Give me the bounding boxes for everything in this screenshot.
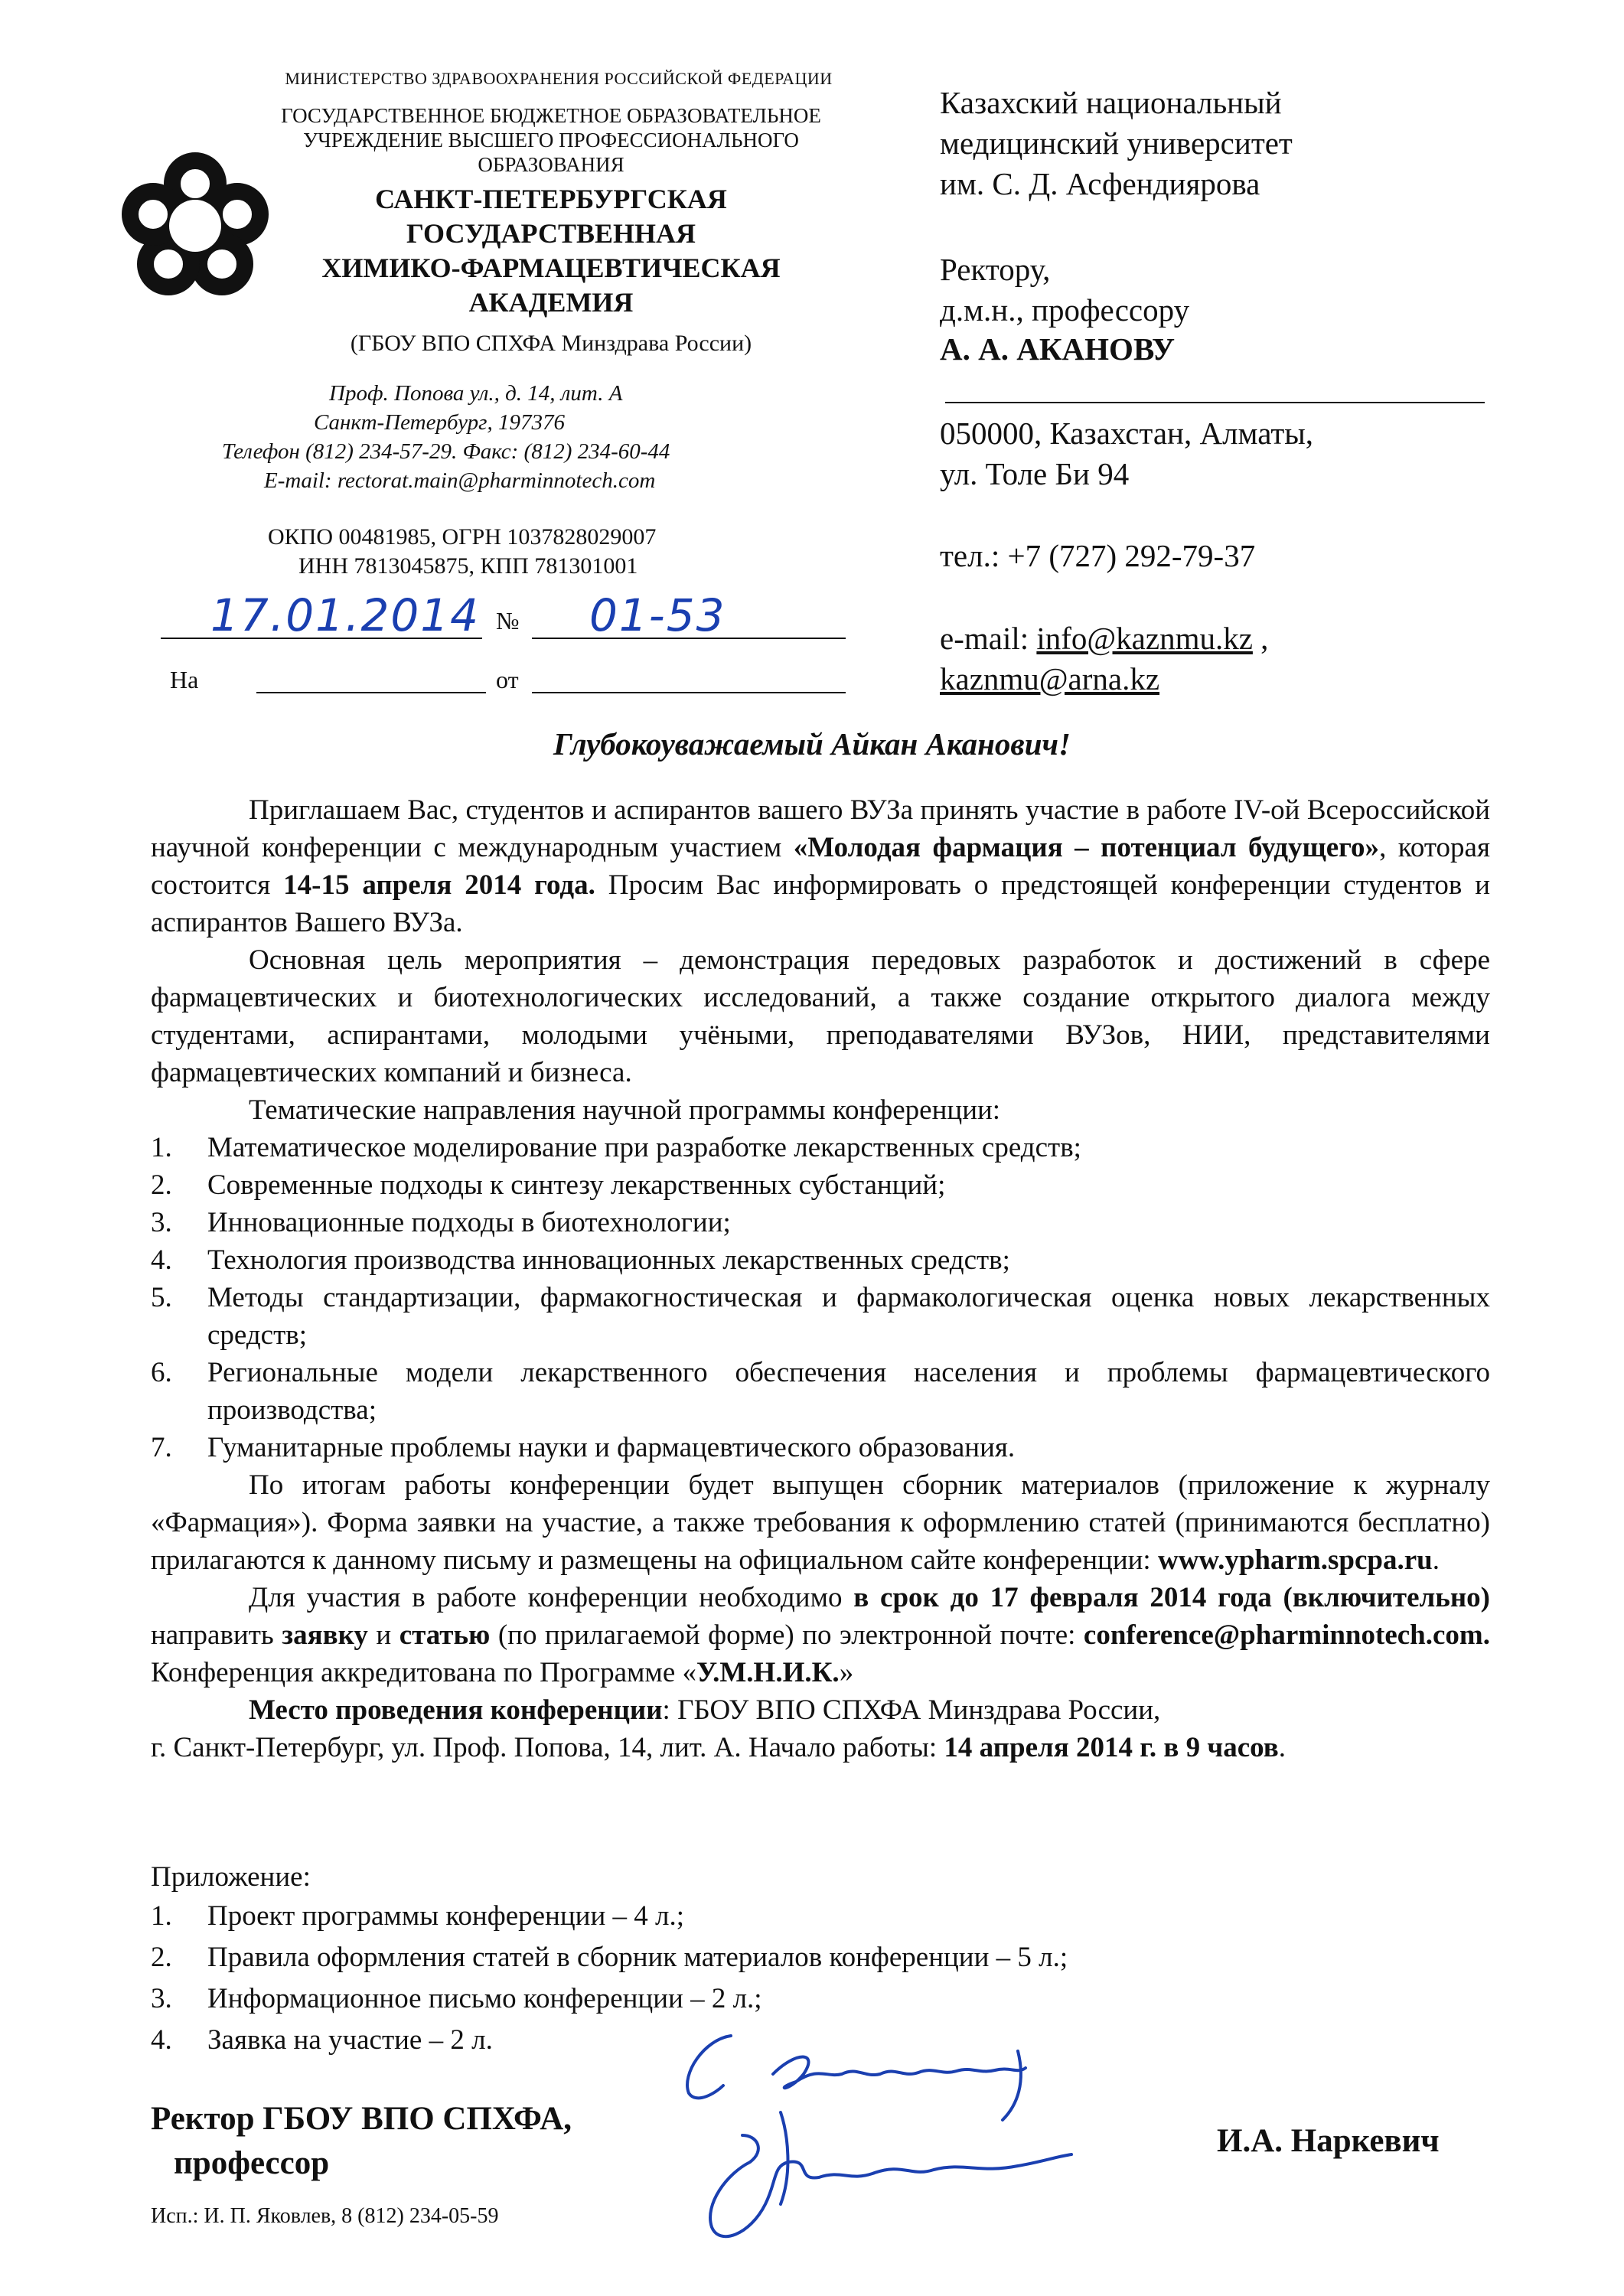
list-item: 6. Региональные модели лекарственного обеспечения населения и проблемы фармацевтического производства;: [151, 1357, 1490, 1426]
paragraph-goal: Основная цель мероприятия – демонстрация передовых разработок и достижений в сфере фармацевтических и биотехнологических исследований, а также создание открытого диалога между студентами, аспирантами, молодыми учёными, преподавателями ВУЗов, НИИ, представителями фармацевтических компаний и бизнеса.: [151, 944, 1490, 1088]
paragraph-deadline: Для участия в работе конференции необходимо в срок до 17 февраля 2014 года (включительно) направить заявку и статью (по прилагаемой форме) по электронной почте: conference@pharminnotech.com. Конференция аккредитована по Программе «У.М.Н.И.К.»: [151, 1582, 1490, 1688]
letter-body: [151, 791, 1490, 1766]
from-line: [532, 692, 846, 693]
paragraph-topics-intro: Тематические направления научной программы конференции:: [249, 1094, 1001, 1126]
reply-line: [256, 692, 486, 693]
conference-email-link[interactable]: conference@pharminnotech.com.: [1083, 1619, 1490, 1651]
recipient-name: А. А. АКАНОВУ: [940, 331, 1176, 367]
date-line: [161, 638, 482, 639]
sender-address: Проф. Попова ул., д. 14, лит. А Санкт-Петербург, 197376 Телефон (812) 234-57-29. Факс: (812) 234-60-44 E-mail: rectorat.main@pharminnotech.com: [222, 381, 670, 493]
academy-name: САНКТ-ПЕТЕРБУРГСКАЯ ГОСУДАРСТВЕННАЯ ХИМИКО-ФАРМАЦЕВТИЧЕСКАЯ АКАДЕМИЯ: [321, 184, 781, 318]
recipient-title: Ректору, д.м.н., профессору: [940, 252, 1190, 328]
attachments-label: Приложение:: [151, 1861, 311, 1893]
paragraph-invitation: Приглашаем Вас, студентов и аспирантов вашего ВУЗа принять участие в работе IV-ой Всероссийской научной конференции с международным участием «Молодая фармация – потенциал будущего», которая состоится 14-15 апреля 2014 года. Просим Вас информировать о предстоящей конференции студентов и аспирантов Вашего ВУЗа.: [151, 794, 1490, 938]
handwritten-signature-icon: [658, 2020, 1087, 2250]
list-item: 3. Инновационные подходы в биотехнологии;: [151, 1207, 731, 1238]
list-item: 1. Проект программы конференции – 4 л.;: [151, 1900, 685, 1932]
salutation: Глубокоуважаемый Айкан Аканович!: [553, 726, 1071, 762]
list-item: 2. Современные подходы к синтезу лекарственных субстанций;: [151, 1169, 946, 1201]
list-item: 5. Методы стандартизации, фармакогностическая и фармакологическая оценка новых лекарственных средств;: [151, 1282, 1490, 1351]
recipient-address: 050000, Казахстан, Алматы, ул. Толе Би 94: [940, 416, 1314, 491]
topics-list: [151, 1129, 1490, 1466]
list-item: 4. Технология производства инновационных лекарственных средств;: [151, 1244, 1010, 1276]
list-item: 7. Гуманитарные проблемы науки и фармацевтического образования.: [151, 1432, 1016, 1463]
conference-site-link[interactable]: www.ypharm.spcpa.ru: [1157, 1544, 1433, 1576]
paragraph-proceedings: По итогам работы конференции будет выпущен сборник материалов (приложение к журналу «Фармация»). Форма заявки на участие, а также требования к оформлению статей (принимаются бесплатно) прилагаются к данному письму и размещены на официальном сайте конференции: www.ypharm.spcpa.ru.: [151, 1469, 1490, 1576]
from-label: от: [496, 666, 519, 693]
institution-type: ГОСУДАРСТВЕННОЕ БЮДЖЕТНОЕ ОБРАЗОВАТЕЛЬНОЕ УЧРЕЖДЕНИЕ ВЫСШЕГО ПРОФЕССИОНАЛЬНОГО ОБРАЗОВАНИЯ: [281, 104, 821, 176]
recipient-org: Казахский национальный медицинский университет им. С. Д. Асфендиярова: [940, 85, 1293, 201]
number-label: №: [496, 607, 520, 634]
list-item: 1. Математическое моделирование при разработке лекарственных средств;: [151, 1132, 1081, 1163]
signatory-name: И.А. Наркевич: [1217, 2123, 1440, 2159]
list-item: 3. Информационное письмо конференции – 2 л.;: [151, 1983, 762, 2014]
academy-abbr: (ГБОУ ВПО СПХФА Минздрава России): [350, 331, 752, 356]
paragraph-venue: Место проведения конференции: ГБОУ ВПО СПХФА Минздрава России,: [249, 1694, 1161, 1726]
number-line: [532, 638, 846, 639]
email-link-2[interactable]: kaznmu@arna.kz: [940, 661, 1160, 696]
recipient-email: e-mail: info@kaznmu.kz , kaznmu@arna.kz: [940, 621, 1269, 696]
outgoing-number: 01-53: [589, 589, 726, 641]
reply-label: На: [170, 666, 199, 693]
ministry-line: МИНИСТЕРСТВО ЗДРАВООХРАНЕНИЯ РОССИЙСКОЙ ФЕДЕРАЦИИ: [285, 69, 833, 88]
signatory-position: Ректор ГБОУ ВПО СПХФА, профессор: [151, 2101, 572, 2181]
list-item: 2. Правила оформления статей в сборник материалов конференции – 5 л.;: [151, 1942, 1068, 1973]
executor-line: Исп.: И. П. Яковлев, 8 (812) 234-05-59: [151, 2204, 499, 2228]
recipient-rule: [945, 402, 1485, 403]
recipient-phone: тел.: +7 (727) 292-79-37: [940, 538, 1256, 573]
outgoing-date: 17.01.2014: [210, 589, 481, 641]
list-item: 4. Заявка на участие – 2 л.: [151, 2024, 493, 2056]
email-link-1[interactable]: info@kaznmu.kz: [1036, 621, 1253, 656]
sender-codes: ОКПО 00481985, ОГРН 1037828029007 ИНН 7813045875, КПП 781301001: [268, 524, 657, 579]
paragraph-venue-address: г. Санкт-Петербург, ул. Проф. Попова, 14, лит. А. Начало работы: 14 апреля 2014 г. в 9 часов.: [151, 1732, 1286, 1763]
